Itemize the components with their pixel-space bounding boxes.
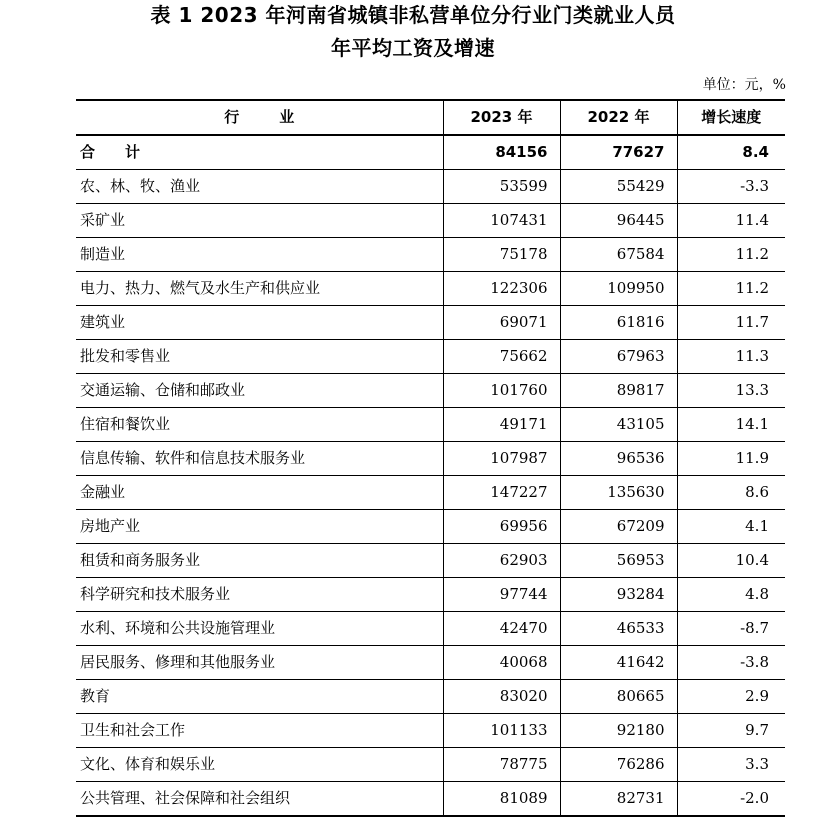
table-row xyxy=(76,544,785,578)
table-row xyxy=(76,272,785,306)
growth-cell: 11.4 xyxy=(677,204,785,238)
table-row xyxy=(76,476,785,510)
growth-cell: -8.7 xyxy=(677,612,785,646)
value-2022-cell: 41642 xyxy=(560,646,677,680)
growth-cell: -3.3 xyxy=(677,170,785,204)
industry-cell: 水利、环境和公共设施管理业 xyxy=(76,612,443,646)
value-2022-cell: 61816 xyxy=(560,306,677,340)
industry-cell: 租赁和商务服务业 xyxy=(76,544,443,578)
growth-cell: 10.4 xyxy=(677,544,785,578)
total-label: 合计 xyxy=(76,135,443,170)
value-2022-cell: 93284 xyxy=(560,578,677,612)
industry-cell: 信息传输、软件和信息技术服务业 xyxy=(76,442,443,476)
table-row xyxy=(76,612,785,646)
wage-table xyxy=(76,99,785,817)
growth-cell: 9.7 xyxy=(677,714,785,748)
total-row xyxy=(76,135,785,170)
header-2023: 2023 年 xyxy=(443,100,560,135)
value-2022-cell: 80665 xyxy=(560,680,677,714)
value-2022-cell: 96445 xyxy=(560,204,677,238)
growth-cell: 11.2 xyxy=(677,272,785,306)
growth-cell: 11.2 xyxy=(677,238,785,272)
value-2022-cell: 135630 xyxy=(560,476,677,510)
table-row xyxy=(76,306,785,340)
value-2022-cell: 92180 xyxy=(560,714,677,748)
value-2022-cell: 67209 xyxy=(560,510,677,544)
table-row xyxy=(76,374,785,408)
value-2023-cell: 69956 xyxy=(443,510,560,544)
growth-cell: 13.3 xyxy=(677,374,785,408)
growth-cell: 4.1 xyxy=(677,510,785,544)
value-2022-cell: 96536 xyxy=(560,442,677,476)
value-2023-cell: 81089 xyxy=(443,782,560,817)
value-2022-cell: 89817 xyxy=(560,374,677,408)
header-2022: 2022 年 xyxy=(560,100,677,135)
industry-cell: 建筑业 xyxy=(76,306,443,340)
industry-cell: 电力、热力、燃气及水生产和供应业 xyxy=(76,272,443,306)
table-row xyxy=(76,170,785,204)
growth-cell: 2.9 xyxy=(677,680,785,714)
value-2022-cell: 76286 xyxy=(560,748,677,782)
table-row xyxy=(76,748,785,782)
table-row xyxy=(76,714,785,748)
table-row xyxy=(76,680,785,714)
industry-cell: 科学研究和技术服务业 xyxy=(76,578,443,612)
industry-cell: 采矿业 xyxy=(76,204,443,238)
growth-cell: 8.6 xyxy=(677,476,785,510)
value-2022-cell: 67584 xyxy=(560,238,677,272)
value-2023-cell: 49171 xyxy=(443,408,560,442)
table-row xyxy=(76,510,785,544)
table-row xyxy=(76,646,785,680)
industry-cell: 住宿和餐饮业 xyxy=(76,408,443,442)
value-2022-cell: 55429 xyxy=(560,170,677,204)
value-2023-cell: 107431 xyxy=(443,204,560,238)
value-2023-cell: 75178 xyxy=(443,238,560,272)
growth-cell: 3.3 xyxy=(677,748,785,782)
value-2022-cell: 46533 xyxy=(560,612,677,646)
industry-cell: 金融业 xyxy=(76,476,443,510)
industry-cell: 居民服务、修理和其他服务业 xyxy=(76,646,443,680)
table-title-line1: 表 1 2023 年河南省城镇非私营单位分行业门类就业人员 xyxy=(150,3,676,27)
value-2023-cell: 78775 xyxy=(443,748,560,782)
growth-cell: 4.8 xyxy=(677,578,785,612)
header-row xyxy=(76,100,785,135)
value-2022-cell: 67963 xyxy=(560,340,677,374)
value-2023-cell: 62903 xyxy=(443,544,560,578)
growth-cell: 11.7 xyxy=(677,306,785,340)
value-2023-cell: 122306 xyxy=(443,272,560,306)
value-2022-cell: 82731 xyxy=(560,782,677,817)
total-2023: 84156 xyxy=(443,135,560,170)
value-2022-cell: 43105 xyxy=(560,408,677,442)
table-row xyxy=(76,578,785,612)
value-2022-cell: 109950 xyxy=(560,272,677,306)
growth-cell: -2.0 xyxy=(677,782,785,817)
growth-cell: 14.1 xyxy=(677,408,785,442)
industry-cell: 公共管理、社会保障和社会组织 xyxy=(76,782,443,817)
industry-cell: 批发和零售业 xyxy=(76,340,443,374)
industry-cell: 文化、体育和娱乐业 xyxy=(76,748,443,782)
value-2023-cell: 42470 xyxy=(443,612,560,646)
value-2023-cell: 147227 xyxy=(443,476,560,510)
value-2023-cell: 83020 xyxy=(443,680,560,714)
table-row xyxy=(76,340,785,374)
value-2023-cell: 101133 xyxy=(443,714,560,748)
industry-cell: 农、林、牧、渔业 xyxy=(76,170,443,204)
growth-cell: -3.8 xyxy=(677,646,785,680)
table-row xyxy=(76,442,785,476)
growth-cell: 11.3 xyxy=(677,340,785,374)
value-2022-cell: 56953 xyxy=(560,544,677,578)
industry-cell: 交通运输、仓储和邮政业 xyxy=(76,374,443,408)
value-2023-cell: 101760 xyxy=(443,374,560,408)
value-2023-cell: 69071 xyxy=(443,306,560,340)
header-industry: 行业 xyxy=(76,100,443,135)
total-2022: 77627 xyxy=(560,135,677,170)
growth-cell: 11.9 xyxy=(677,442,785,476)
value-2023-cell: 53599 xyxy=(443,170,560,204)
industry-cell: 卫生和社会工作 xyxy=(76,714,443,748)
header-growth: 增长速度 xyxy=(677,100,785,135)
table-row xyxy=(76,238,785,272)
table-row xyxy=(76,204,785,238)
total-growth: 8.4 xyxy=(677,135,785,170)
industry-cell: 房地产业 xyxy=(76,510,443,544)
value-2023-cell: 107987 xyxy=(443,442,560,476)
table-body xyxy=(76,135,785,816)
industry-cell: 制造业 xyxy=(76,238,443,272)
table-row xyxy=(76,408,785,442)
table-row xyxy=(76,782,785,817)
table-title-line2: 年平均工资及增速 xyxy=(331,36,495,60)
value-2023-cell: 40068 xyxy=(443,646,560,680)
unit-note: 单位：元，% xyxy=(702,77,786,93)
value-2023-cell: 97744 xyxy=(443,578,560,612)
value-2023-cell: 75662 xyxy=(443,340,560,374)
industry-cell: 教育 xyxy=(76,680,443,714)
